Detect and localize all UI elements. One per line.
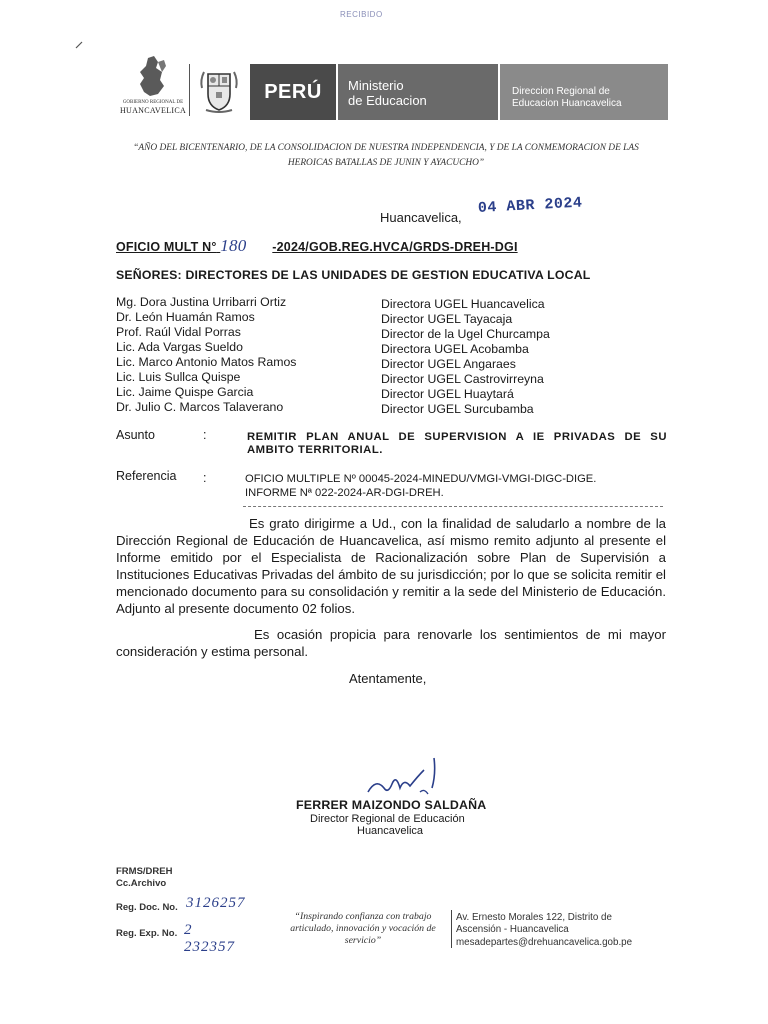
direccion-line2: Educacion Huancavelica	[512, 98, 622, 109]
header-divider	[189, 64, 190, 116]
signer-name: FERRER MAIZONDO SALDAÑA	[296, 798, 487, 812]
recipient-name: Lic. Luis Sullca Quispe	[116, 370, 241, 384]
recipient-titles	[381, 297, 550, 417]
handwritten-signature	[362, 748, 472, 804]
peru-banner: PERÚ	[250, 64, 336, 120]
address-line: Av. Ernesto Morales 122, Distrito de	[456, 912, 612, 923]
closing-salutation: Atentamente,	[349, 671, 427, 686]
date-stamp: 04 ABR 2024	[477, 194, 583, 217]
address-line: Ascensión - Huancavelica	[456, 924, 569, 936]
reg-exp-label: Reg. Exp. No.	[116, 928, 178, 939]
footer-address	[456, 912, 656, 949]
referencia-label: Referencia	[116, 469, 177, 483]
recipient-title: Director UGEL Castrovirreyna	[381, 372, 544, 386]
asunto-colon: :	[203, 428, 207, 442]
ministerio-line1: Ministerio	[348, 78, 404, 93]
referencia-line: INFORME Nª 022-2024-AR-DGI-DREH.	[245, 486, 444, 499]
reg-doc	[116, 895, 246, 913]
recipient-title: Directora UGEL Acobamba	[381, 342, 529, 356]
pen-mark-icon	[74, 40, 84, 50]
address-email: mesadepartes@drehuancavelica.gob.pe	[456, 936, 633, 948]
recipient-names	[116, 295, 296, 415]
addressees-heading: SEÑORES: DIRECTORES DE LAS UNIDADES DE GESTION EDUCATIVA LOCAL	[116, 268, 591, 282]
asunto-label: Asunto	[116, 428, 155, 442]
reg-exp	[116, 922, 235, 955]
footer-divider	[451, 910, 452, 948]
dashed-separator	[243, 506, 663, 507]
oficio-prefix: OFICIO MULT N°	[116, 240, 217, 254]
cc-archivo: Cc.Archivo	[116, 878, 167, 889]
body-paragraph-2: Es ocasión propicia para renovarle los sentimientos de mi mayor consideración y estima personal.	[116, 627, 666, 659]
recipient-name: Mg. Dora Justina Urribarri Ortiz	[116, 295, 287, 309]
oficio-reference	[116, 236, 518, 256]
footer-initials	[116, 866, 172, 890]
recipient-name: Dr. León Huamán Ramos	[116, 310, 255, 324]
reg-doc-label: Reg. Doc. No.	[116, 902, 178, 913]
reg-doc-value: 3126257	[186, 895, 246, 911]
letter-place: Huancavelica,	[380, 210, 462, 225]
direccion-banner	[500, 64, 668, 120]
oficio-handwritten-number: 180	[220, 236, 247, 255]
signer-role: Director Regional de Educación	[310, 813, 465, 825]
huancavelica-map-icon	[118, 54, 188, 100]
referencia-line: OFICIO MULTIPLE Nº 00045-2024-MINEDU/VMGI-VMGI-DIGC-DIGE.	[245, 473, 597, 485]
regional-government-logo	[118, 54, 188, 120]
received-stamp: RECIBIDO	[340, 10, 383, 19]
recipient-title: Director UGEL Tayacaja	[381, 312, 513, 326]
national-shield-icon	[196, 66, 242, 114]
regional-caption-name: HUANCAVELICA	[119, 106, 187, 115]
body-paragraph-1: Es grato dirigirme a Ud., con la finalidad de saludarlo a nombre de la Dirección Regional de Educación de Huancavelica, así mismo remito adjunto al presente el Informe emitido por el Especialista de Racionalización sobre Plan de Supervisión a Instituciones Educativas Privadas del ámbito de su jurisdicción; por lo que se solicita remitir el mencionado documento para su consolidación y remitir a la sede del Ministerio de Educación. Adjunto al presente documento 02 folios.	[116, 516, 666, 616]
signer-place: Huancavelica	[357, 825, 424, 837]
oficio-suffix: -2024/GOB.REG.HVCA/GRDS-DREH-DGI	[272, 240, 518, 254]
reg-exp-value: 2 232357	[184, 922, 235, 955]
initials: FRMS/DREH	[116, 866, 173, 877]
referencia-text	[245, 473, 596, 500]
recipient-title: Director de la Ugel Churcampa	[381, 327, 550, 341]
ministerio-line2: de Educacion	[348, 93, 427, 108]
recipient-name: Lic. Jaime Quispe Garcia	[116, 385, 254, 399]
recipient-title: Director UGEL Angaraes	[381, 357, 516, 371]
recipient-name: Dr. Julio C. Marcos Talaverano	[116, 400, 284, 414]
direccion-line1: Direccion Regional de	[512, 86, 610, 97]
ministerio-banner	[338, 64, 498, 120]
asunto-text: REMITIR PLAN ANUAL DE SUPERVISION A IE PRIVADAS DE SU AMBITO TERRITORIAL.	[247, 431, 667, 456]
footer-quote: “Inspirando confianza con trabajo articulado, innovación y vocación de servicio”	[290, 911, 436, 946]
regional-caption-small: GOBIERNO REGIONAL DE	[122, 100, 184, 105]
recipient-title: Directora UGEL Huancavelica	[381, 297, 545, 311]
recipient-title: Director UGEL Huaytará	[381, 387, 514, 401]
recipient-name: Lic. Ada Vargas Sueldo	[116, 340, 243, 354]
recipient-name: Prof. Raúl Vidal Porras	[116, 325, 241, 339]
recipient-name: Lic. Marco Antonio Matos Ramos	[116, 355, 297, 369]
referencia-colon: :	[203, 471, 207, 485]
recipient-title: Director UGEL Surcubamba	[381, 402, 534, 416]
year-motto: “AÑO DEL BICENTENARIO, DE LA CONSOLIDACION DE NUESTRA INDEPENDENCIA, Y DE LA CONMEMORACION DE LAS HEROICAS BATALLAS DE JUNIN Y AYACUCHO”	[133, 143, 639, 168]
